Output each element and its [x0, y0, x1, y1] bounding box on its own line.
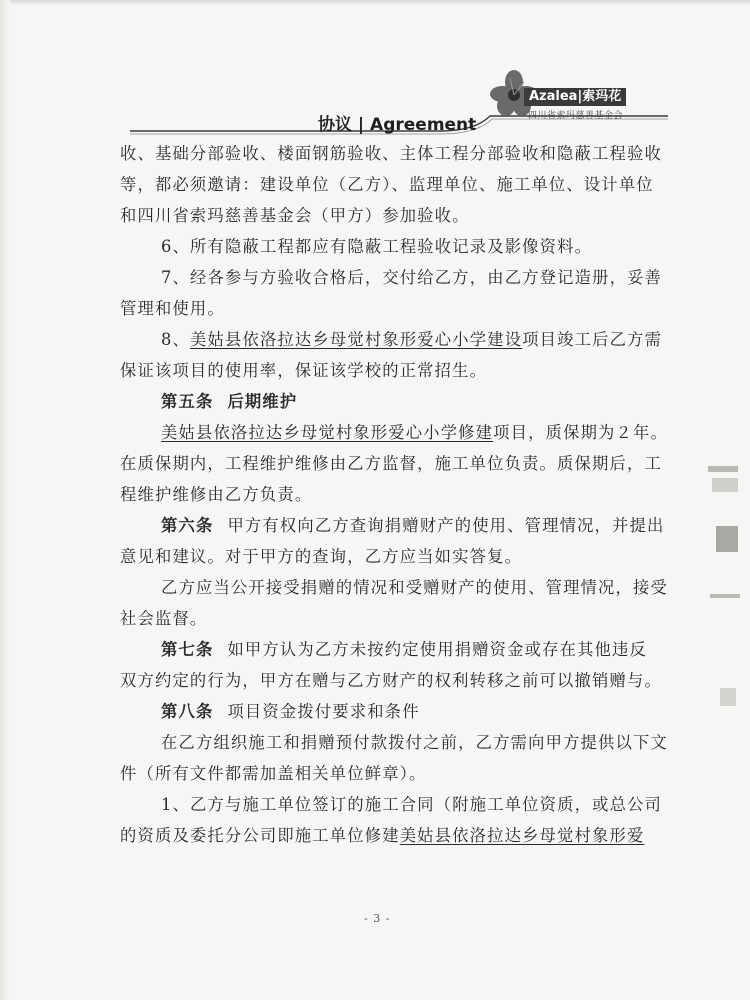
logo-name: Azalea|索玛花: [524, 88, 626, 106]
project-name: 美姑县依洛拉达乡母觉村象形爱心小学修建: [161, 423, 494, 442]
text-line: 1、乙方与施工单位签订的施工合同（附施工单位资质，或总公司: [161, 795, 663, 814]
section-number: 第七条: [161, 640, 214, 659]
foundation-logo: [482, 68, 642, 124]
text-line: 在乙方组织施工和捐赠预付款拨付之前，乙方需向甲方提供以下文: [161, 733, 668, 752]
page-title: 协议 | Agreement: [318, 115, 477, 135]
scan-edge: [0, 0, 10, 1000]
section-heading-text: 后期维护: [227, 392, 298, 411]
text-line: 意见和建议。对于甲方的查询，乙方应当如实答复。: [120, 547, 523, 566]
text-line: 和四川省索玛慈善基金会（甲方）参加验收。: [120, 206, 470, 225]
section-number: 第六条: [161, 516, 214, 535]
text-line: [120, 514, 668, 545]
section-heading-text: 项目资金拨付要求和条件: [227, 702, 420, 721]
text-line: [120, 638, 668, 669]
text-line: 双方约定的行为，甲方在赠与乙方财产的权利转移之前可以撤销赠与。: [120, 671, 662, 690]
text-line: 社会监督。: [120, 609, 208, 628]
item-number: 8、: [161, 330, 191, 349]
page-number: - 3 -: [364, 912, 391, 925]
project-name: 美姑县依洛拉达乡母觉村象形爱心小学建设: [190, 330, 523, 349]
text-fragment: 的资质及委托分公司即施工单位修建: [120, 826, 400, 845]
text-line: [120, 421, 668, 452]
text-line: 件（所有文件都需加盖相关单位鲜章）。: [120, 764, 427, 783]
text-line: [120, 328, 668, 359]
scan-margin-marks: [698, 466, 746, 746]
logo-subtitle: 四川省索玛慈善基金会: [528, 111, 624, 121]
text-line: 管理和使用。: [120, 299, 225, 318]
section-number: 第五条: [161, 392, 214, 411]
text-fragment: 项目，质保期为２年。: [493, 423, 668, 442]
section-heading: [120, 390, 668, 421]
agreement-body: [120, 142, 668, 855]
text-line: 程维护维修由乙方负责。: [120, 485, 313, 504]
project-name: 美姑县依洛拉达乡母觉村象形爱: [399, 826, 645, 845]
text-line: 收、基础分部验收、楼面钢筋验收、主体工程分部验收和隐蔽工程验收: [120, 144, 662, 163]
section-number: 第八条: [161, 702, 214, 721]
text-line: 在质保期内，工程维护维修由乙方监督，施工单位负责。质保期后，工: [120, 454, 662, 473]
text-fragment: 项目竣工后乙方需: [522, 330, 663, 349]
text-line: 7、经各参与方验收合格后，交付给乙方，由乙方登记造册，妥善: [161, 268, 663, 287]
text-line: 等，都必须邀请：建设单位（乙方）、监理单位、施工单位、设计单位: [120, 175, 654, 194]
section-heading: [120, 700, 668, 731]
text-line: 保证该项目的使用率，保证该学校的正常招生。: [120, 361, 488, 380]
text-line: 6、所有隐蔽工程都应有隐蔽工程验收记录及影像资料。: [161, 237, 593, 256]
text-fragment: 如甲方认为乙方未按约定使用捐赠资金或存在其他违反: [227, 640, 648, 659]
text-line: 乙方应当公开接受捐赠的情况和受赠财产的使用、管理情况，接受: [161, 578, 668, 597]
text-fragment: 甲方有权向乙方查询捐赠财产的使用、管理情况，并提出: [227, 516, 665, 535]
text-line: [120, 824, 668, 855]
